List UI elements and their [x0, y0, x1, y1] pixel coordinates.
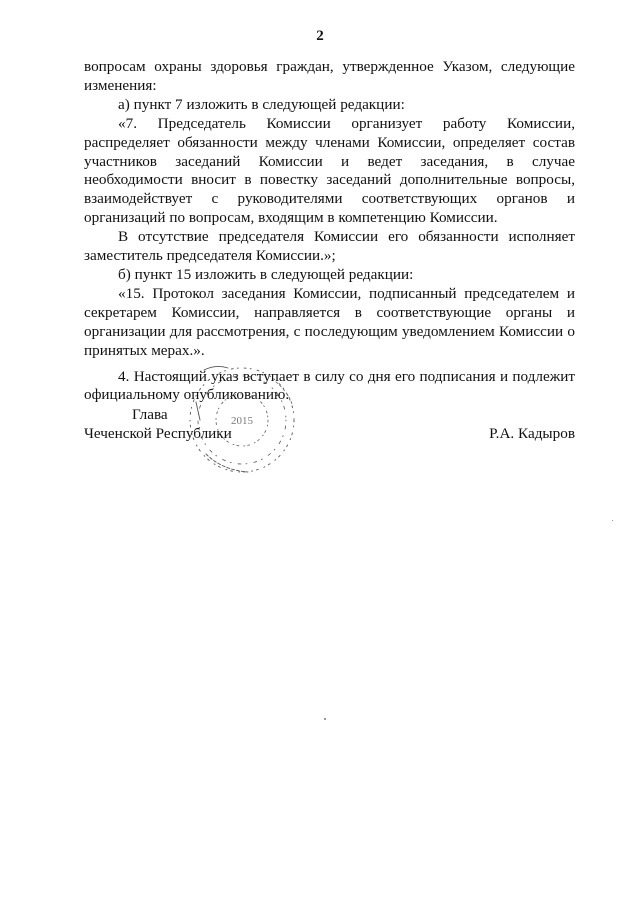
signatory-name: Р.А. Кадыров — [489, 424, 575, 442]
paragraph-continuation: вопросам охраны здоровья граждан, утвержденное Указом, следующие изменения: — [84, 58, 575, 94]
document-body — [84, 58, 575, 405]
signatory-title-line-2: Чеченской Республики — [84, 424, 232, 442]
signature-block — [84, 406, 575, 446]
paragraph-point-7: «7. Председатель Комиссии организует работу Комиссии, распределяет обязанности между членами Комиссии, определяет состав участников заседаний Комиссии и ведет заседания, в случае необходимости вносит в повестку заседаний дополнительные вопросы, взаимодействует с руководителями соответствующих органов и организаций по вопросам, входящим в компетенцию Комиссии. — [84, 114, 575, 227]
page-number: 2 — [316, 28, 324, 44]
scan-speck — [324, 718, 326, 720]
signatory-title-line-1: Глава — [132, 406, 168, 423]
paragraph-item-b: б) пункт 15 изложить в следующей редакции: — [118, 265, 414, 283]
paragraph-deputy: В отсутствие председателя Комиссии его обязанности исполняет заместитель председателя Комиссии.»; — [84, 228, 575, 265]
paragraph-item-a: а) пункт 7 изложить в следующей редакции: — [118, 95, 405, 113]
seal-faint-text: 2015 — [231, 415, 253, 427]
scan-speck — [612, 520, 613, 521]
paragraph-effective-date: 4. Настоящий указ вступает в силу со дня его подписания и подлежит официальному опубликованию. — [84, 367, 575, 404]
paragraph-point-15: «15. Протокол заседания Комиссии, подписанный председателем и секретарем Комиссии, направляется в соответствующие органы и организации для рассмотрения, с последующим уведомлением Комиссии о принятых мерах.». — [84, 284, 575, 359]
